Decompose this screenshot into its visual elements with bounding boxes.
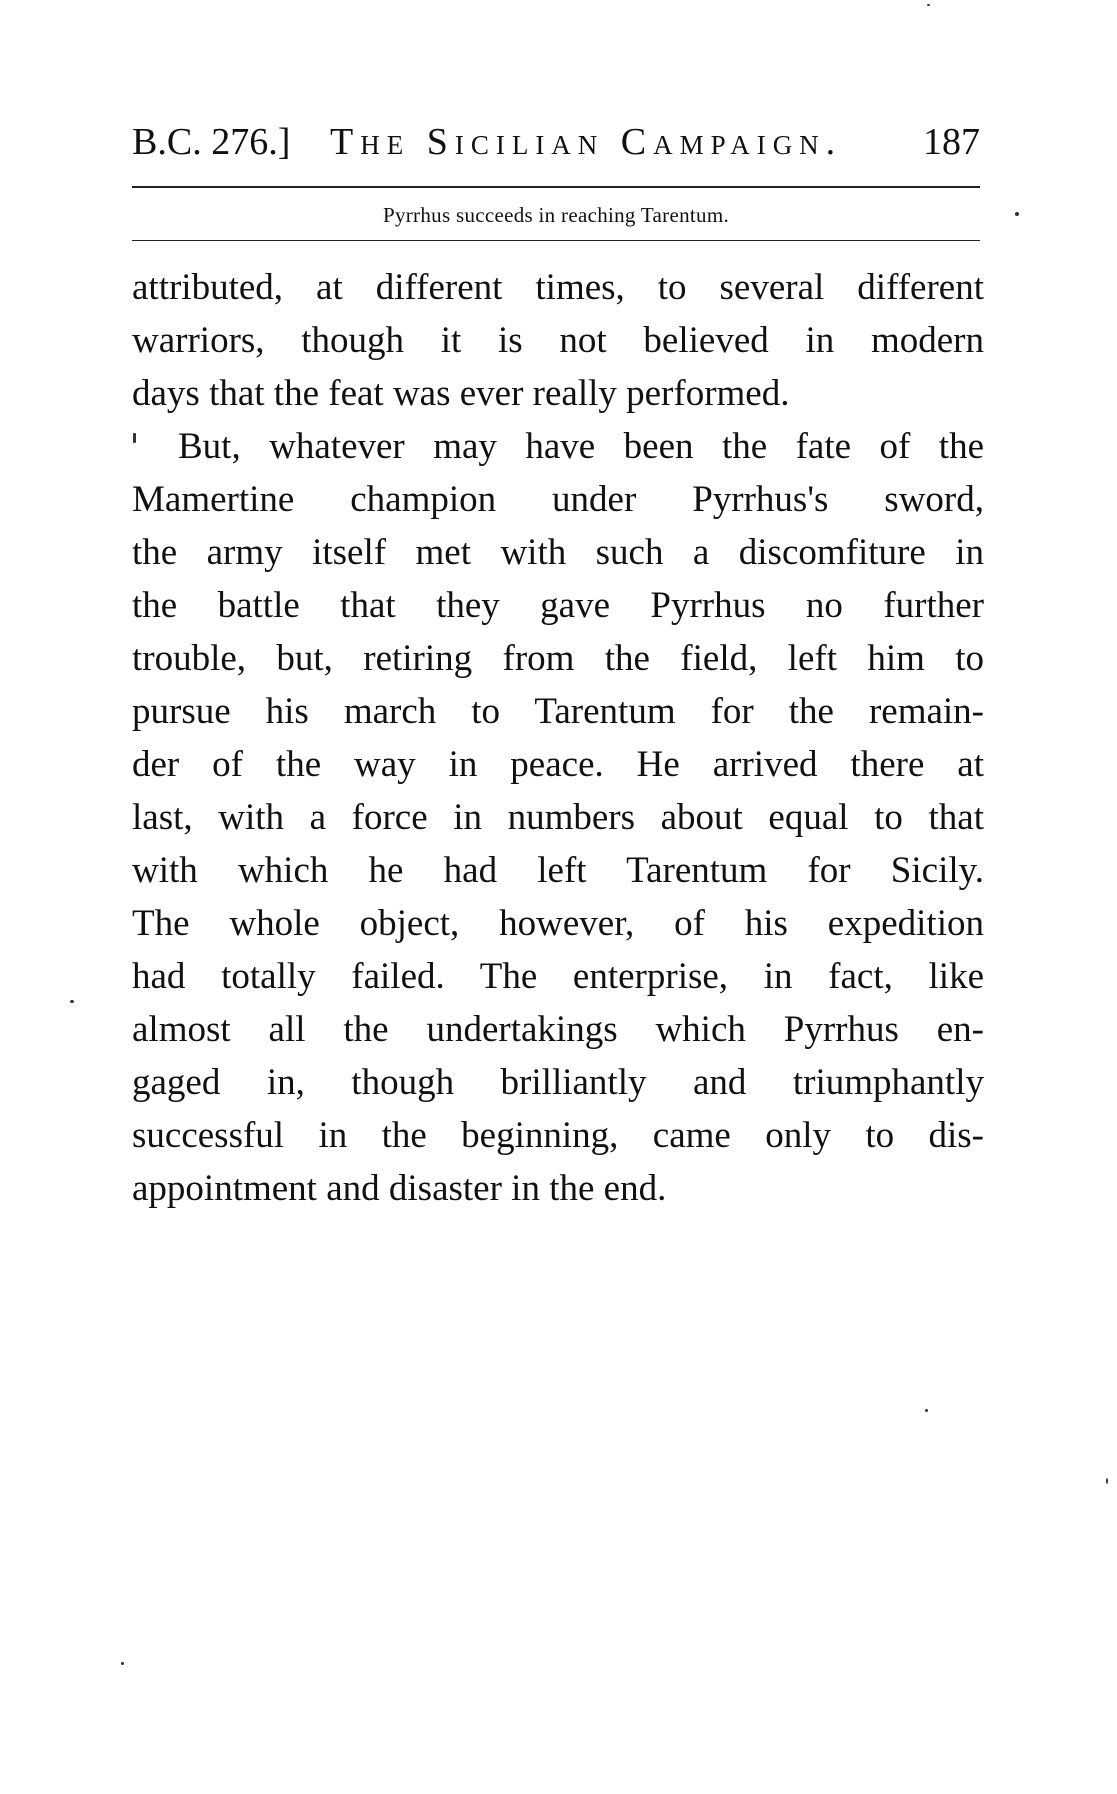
text-line: almost all the undertakings which Pyrrhus en-	[132, 1009, 984, 1050]
text-line: appointment and disaster in the end.	[132, 1168, 667, 1209]
text-line: pursue his march to Tarentum for the remain-	[132, 691, 984, 732]
text-line: last, with a force in numbers about equal to that	[132, 797, 984, 838]
text-line: gaged in, though brilliantly and triumphantly	[132, 1062, 984, 1103]
scan-speck	[1106, 1478, 1108, 1484]
running-head	[132, 118, 980, 166]
text-line: days that the feat was ever really performed.	[132, 373, 790, 414]
running-head-title: The Sicilian Campaign.	[330, 121, 843, 163]
text-line: der of the way in peace. He arrived there at	[132, 744, 984, 785]
scan-speck	[1015, 212, 1019, 216]
header-rule-bottom	[132, 240, 980, 241]
text-line: warriors, though it is not believed in modern	[132, 320, 984, 361]
text-line: the battle that they gave Pyrrhus no further	[132, 585, 984, 626]
scan-speck	[133, 433, 136, 443]
text-line: But, whatever may have been the fate of the	[178, 426, 984, 467]
text-line: The whole object, however, of his expedition	[132, 903, 984, 944]
text-line: Mamertine champion under Pyrrhus's sword,	[132, 479, 984, 520]
scan-speck	[925, 1409, 928, 1412]
header-rule-top	[132, 186, 980, 188]
text-line: with which he had left Tarentum for Sicily.	[132, 850, 984, 891]
scan-speck	[70, 1000, 74, 1003]
page-subtitle: Pyrrhus succeeds in reaching Tarentum.	[382, 203, 730, 227]
text-line: successful in the beginning, came only to dis-	[132, 1115, 984, 1156]
text-line: had totally failed. The enterprise, in fact, like	[132, 956, 984, 997]
scan-speck	[121, 1662, 124, 1665]
page-number: 187	[923, 121, 980, 163]
text-line: the army itself met with such a discomfiture in	[132, 532, 984, 573]
scan-speck	[927, 4, 930, 6]
running-head-date: B.C. 276.]	[132, 121, 291, 163]
text-line: attributed, at different times, to several different	[132, 267, 984, 308]
body-text	[132, 261, 984, 1215]
text-line: trouble, but, retiring from the field, left him to	[132, 638, 984, 679]
